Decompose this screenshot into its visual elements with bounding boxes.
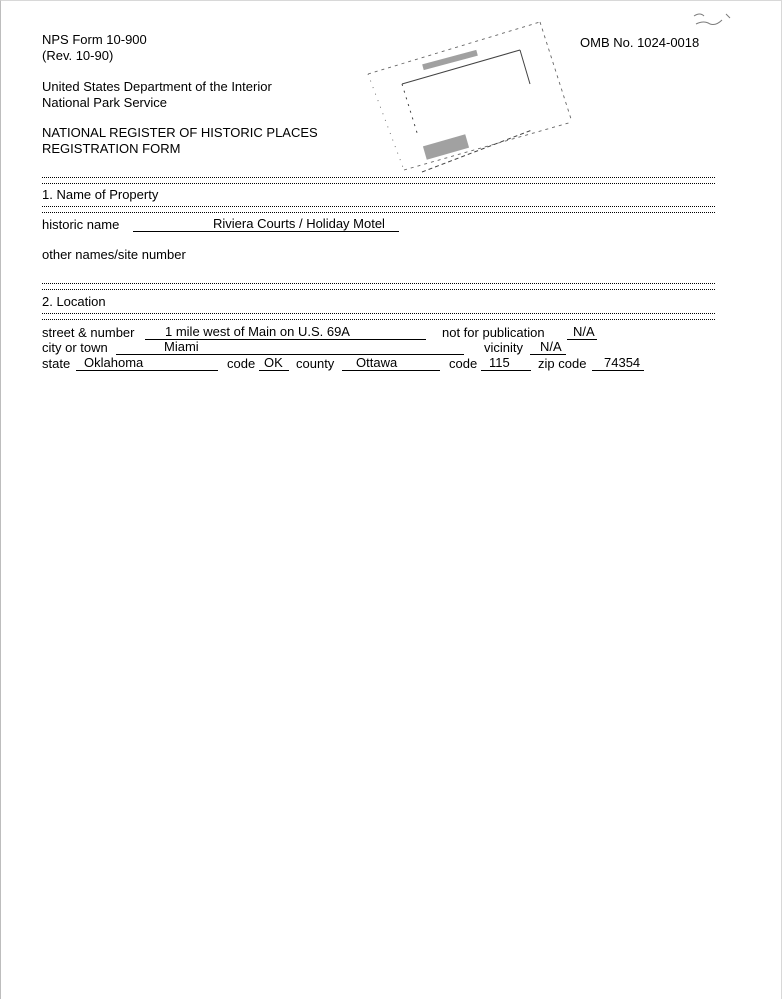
zip-label: zip code (538, 356, 587, 371)
form-title-line-2: REGISTRATION FORM (42, 141, 181, 156)
state-code-label: code (227, 356, 256, 371)
section-rule (42, 204, 715, 214)
county-code-field[interactable] (481, 356, 531, 371)
other-names-label: other names/site number (42, 247, 186, 262)
state-field[interactable] (76, 356, 218, 371)
received-stamp (362, 12, 582, 182)
form-title-line-1: NATIONAL REGISTER OF HISTORIC PLACES (42, 125, 318, 140)
section-1-heading: 1. Name of Property (42, 187, 159, 202)
omb-number: OMB No. 1024-0018 (580, 35, 700, 50)
section-2-heading: 2. Location (42, 294, 106, 309)
service-name: National Park Service (42, 95, 167, 110)
county-value: Ottawa (356, 355, 398, 370)
form-revision: (Rev. 10-90) (42, 48, 114, 63)
department-name: United States Department of the Interior (42, 79, 272, 94)
street-field[interactable] (145, 325, 426, 340)
state-value: Oklahoma (84, 355, 144, 370)
not-for-publication-label: not for publication (442, 325, 545, 340)
form-number: NPS Form 10-900 (42, 32, 147, 47)
section-rule (42, 281, 715, 291)
city-label: city or town (42, 340, 108, 355)
street-label: street & number (42, 325, 135, 340)
historic-name-field[interactable] (133, 217, 399, 232)
section-rule (42, 175, 715, 185)
street-value: 1 mile west of Main on U.S. 69A (165, 324, 350, 339)
vicinity-value: N/A (540, 339, 562, 354)
vicinity-field[interactable] (530, 340, 566, 355)
handwritten-mark (690, 10, 734, 30)
historic-name-value: Riviera Courts / Holiday Motel (213, 216, 385, 231)
state-code-field[interactable] (259, 356, 289, 371)
county-code-label: code (449, 356, 478, 371)
not-for-publication-value: N/A (573, 324, 595, 339)
zip-field[interactable] (592, 356, 644, 371)
county-label: county (296, 356, 335, 371)
historic-name-label: historic name (42, 217, 120, 232)
section-rule (42, 311, 715, 321)
state-label: state (42, 356, 71, 371)
vicinity-label: vicinity (484, 340, 524, 355)
city-field[interactable] (116, 340, 464, 355)
not-for-publication-field[interactable] (567, 325, 597, 340)
zip-value: 74354 (604, 355, 641, 370)
state-code-value: OK (264, 355, 283, 370)
county-field[interactable] (342, 356, 440, 371)
county-code-value: 115 (489, 355, 510, 370)
city-value: Miami (164, 339, 199, 354)
